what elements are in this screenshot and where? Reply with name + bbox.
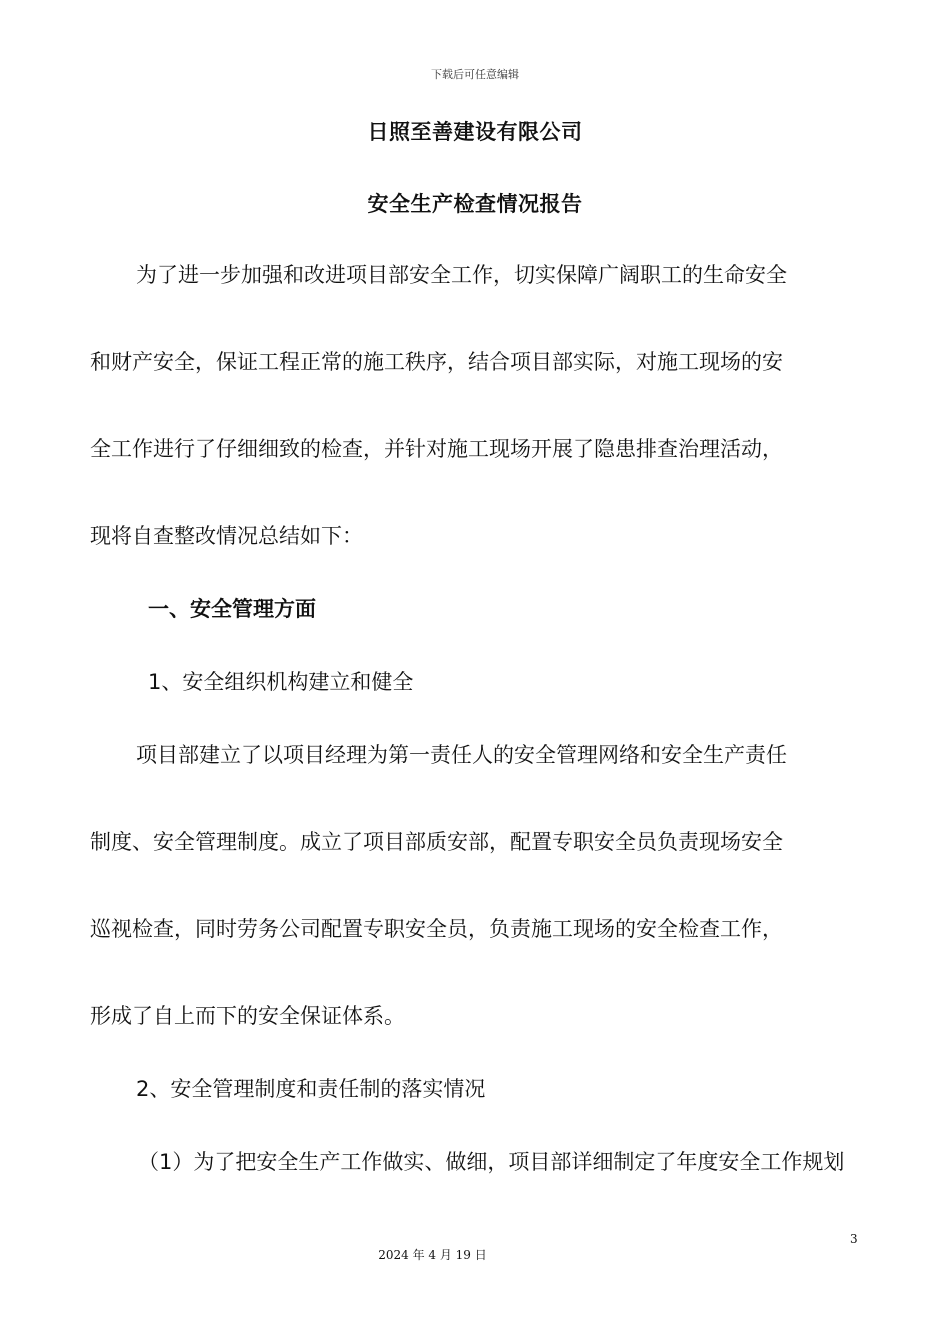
header-note: 下载后可任意编辑 (431, 68, 519, 81)
paragraph-line-2: 制度、安全管理制度。成立了项目部质安部，配置专职安全员负责现场安全 (90, 830, 783, 854)
subheading-organization: 1、安全组织机构建立和健全 (148, 670, 414, 694)
section-heading-safety-management: 一、安全管理方面 (148, 597, 316, 621)
intro-line-2: 和财产安全，保证工程正常的施工秩序，结合项目部实际，对施工现场的安 (90, 350, 783, 374)
intro-line-3: 全工作进行了仔细细致的检查，并针对施工现场开展了隐患排查治理活动， (90, 437, 783, 461)
report-title: 安全生产检查情况报告 (367, 192, 583, 216)
intro-line-4: 现将自查整改情况总结如下： (90, 524, 363, 548)
intro-line-1: 为了进一步加强和改进项目部安全工作，切实保障广阔职工的生命安全 (136, 263, 787, 287)
company-title: 日照至善建设有限公司 (367, 120, 583, 144)
page-number: 3 (850, 1232, 858, 1246)
list-item-1: （1）为了把安全生产工作做实、做细，项目部详细制定了年度安全工作规划 (138, 1150, 845, 1174)
footer-date: 2024 年 4 月 19 日 (378, 1248, 487, 1262)
paragraph-line-1: 项目部建立了以项目经理为第一责任人的安全管理网络和安全生产责任 (136, 743, 787, 767)
subheading-responsibility: 2、安全管理制度和责任制的落实情况 (136, 1077, 486, 1101)
paragraph-line-4: 形成了自上而下的安全保证体系。 (90, 1004, 405, 1028)
paragraph-line-3: 巡视检查，同时劳务公司配置专职安全员，负责施工现场的安全检查工作， (90, 917, 783, 941)
